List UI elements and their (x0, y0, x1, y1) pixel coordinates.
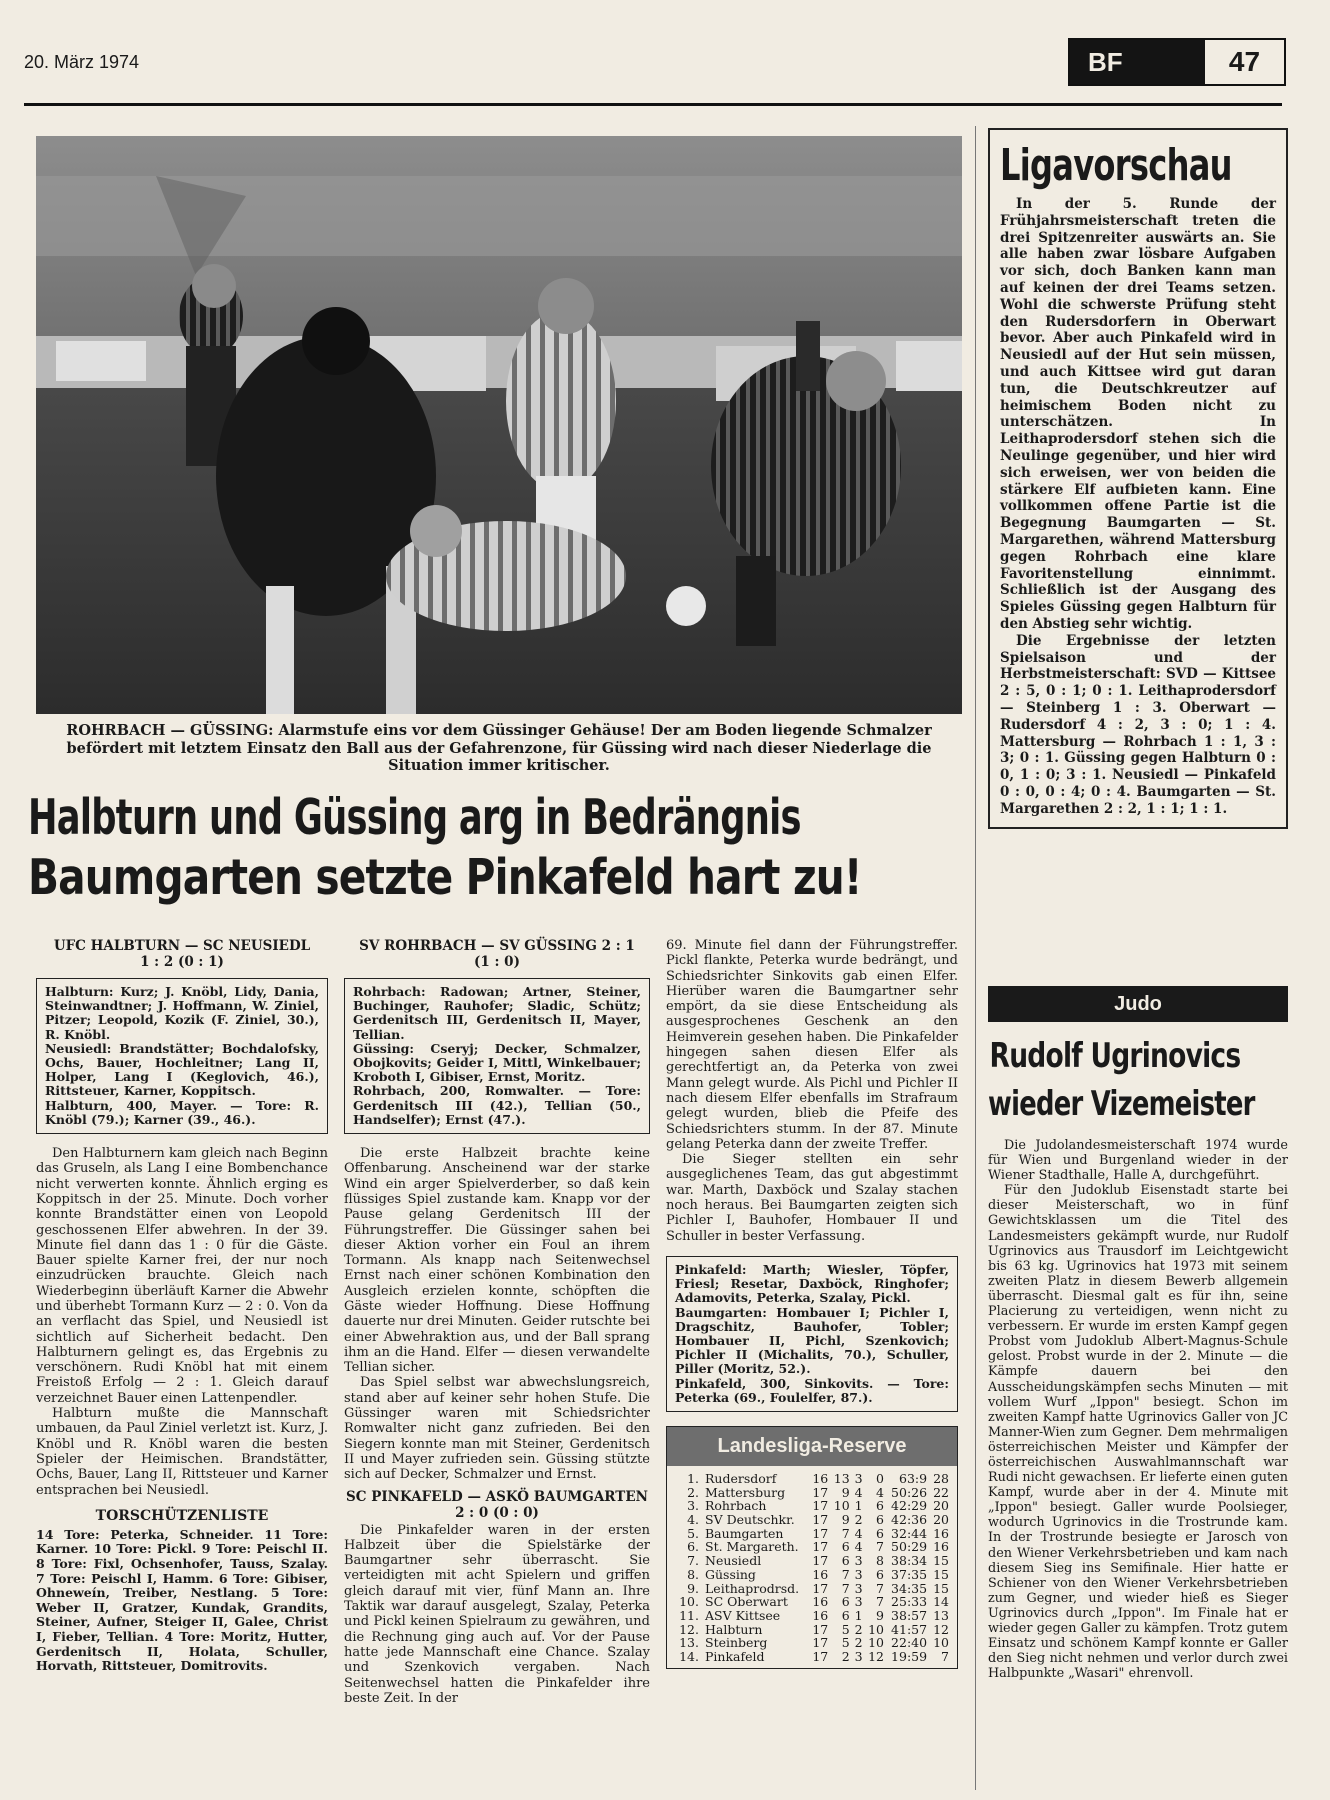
standings-cell: 7 (876, 1539, 884, 1555)
scorers-title: TORSCHÜTZENLISTE (95, 1507, 269, 1524)
standings-cell: 22 (933, 1484, 949, 1500)
photo-illustration (36, 136, 962, 714)
standings-cell: 17 (812, 1621, 829, 1637)
standings-cell: 9. (687, 1580, 699, 1596)
judo-banner: Judo (988, 986, 1288, 1022)
standings-cell: Halbturn (705, 1621, 763, 1637)
standings-cell: 14. (679, 1649, 699, 1665)
headline-line2: Baumgarten setzte Pinkafeld hart zu! (28, 849, 862, 906)
standings-cell: 4 (854, 1484, 863, 1500)
match-score: 1 : 2 (0 : 1) (140, 954, 224, 970)
headline (28, 788, 968, 918)
standings-cell: 6 (841, 1553, 850, 1569)
report-paragraph: 69. Minute fiel dann der Führungstreffer. Pickl flankte, Peterka wurde bedrängt, und Schiedsrichter Sinkovits gab einen Elfer. Hierüber waren die Baumgartner sehr empört, da sie diese Entscheidung als ausgesprochenes Geschenk an den Heimverein gesehen haben. Die Pinkafelder hingegen sahen diesen Elfer als gerechtfertigt an, da Peterka von zwei Mann gelegt wurde. Als Pichl und Pichler II nach diesem Elfer ebenfalls im Strafraum gelegt wurden, blieb die Pfeife des Schiedsrichters stumm. In der 87. Minute gelang Peterka dann der zweite Treffer. (666, 938, 958, 1152)
standings-cell: Pinkafeld (705, 1649, 765, 1665)
report-paragraph: Halbturn mußte die Mannschaft umbauen, da Paul Ziniel verletzt ist. Kurz, J. Knöbl und R. Knöbl waren die besten Spieler der Heimischen. Brandstätter, Ochs, Bauer, Lang II, Rittsteuer und Karner entsprachen bei Neusiedl. (36, 1406, 328, 1498)
standings-cell: 5 (841, 1635, 850, 1651)
standings-cell: 15 (933, 1566, 949, 1582)
match-title: SV ROHRBACH — SV GÜSSING 2 : 1 (359, 938, 635, 954)
standings-cell: 17 (812, 1512, 829, 1528)
sidebar-ligavorschau (988, 128, 1288, 829)
lineup-away: Güssing: Cseryj; Decker, Schmalzer, Obojkovits; Geider I, Mittl, Winkelbauer; Kroboth I, Gibiser, Ernst, Moritz. (353, 1040, 641, 1085)
report-paragraph: Das Spiel selbst war abwechslungsreich, stand aber auf keiner sehr hohen Stufe. Die Güssinger waren mit Schiedsrichter Romwalter nicht ganz zufrieden. Bei den Siegern konnte man mit Steiner, Gerdenitsch II und Mayer zufrieden sein. Güssing stützte sich auf Decker, Schmalzer und Ernst. (344, 1375, 650, 1483)
standings-row (667, 1499, 957, 1513)
standings-cell: 3 (854, 1553, 863, 1569)
standings-cell: 63:9 (899, 1470, 928, 1486)
judo-title-wrap (988, 1032, 1288, 1132)
standings-cell: 5. (687, 1525, 699, 1541)
standings-cell: Rohrbach (705, 1498, 767, 1514)
standings-cell: 17 (812, 1525, 829, 1541)
standings-cell: 12 (868, 1649, 884, 1665)
judo-title-line1: Rudolf Ugrinovics (989, 1036, 1241, 1076)
standings-cell: 28 (933, 1470, 949, 1486)
standings-cell: 7 (941, 1649, 949, 1665)
standings-cell: 1 (854, 1608, 863, 1623)
standings-cell: Mattersburg (705, 1484, 786, 1500)
standings-cell: Steinberg (705, 1635, 768, 1651)
standings-cell: 15 (933, 1580, 949, 1596)
standings-cell: 7 (876, 1580, 884, 1596)
match-title-pinkafeld: SC PINKAFELD — ASKÖ BAUMGARTEN 2 : 0 (0 : 0) (346, 1488, 648, 1521)
standings-cell: 7 (876, 1594, 884, 1610)
standings-cell: 16 (812, 1594, 829, 1610)
standings-cell: ASV Kittsee (705, 1608, 781, 1623)
standings-cell: 6 (841, 1539, 850, 1555)
standings-cell: 16 (933, 1525, 949, 1541)
standings-cell: 22:40 (891, 1635, 928, 1651)
judo-article (988, 1032, 1288, 1681)
lineup-away: Neusiedl: Brandstätter; Bochdalofsky, Ochs, Bauer, Hochleitner; Lang II, Holper, Lang I (Keglovich, 46.), Rittsteuer, Karner, Koppitsch. (45, 1040, 319, 1099)
paper-name: BF (1070, 40, 1205, 84)
standings-cell: 6 (876, 1498, 884, 1514)
standings-cell: 50:29 (891, 1539, 928, 1555)
standings-row (667, 1595, 957, 1609)
standings-cell: 6 (876, 1566, 884, 1582)
standings-cell: 2 (841, 1649, 850, 1665)
standings-cell: SC Oberwart (705, 1594, 788, 1610)
standings-cell: 4 (854, 1539, 863, 1555)
lineup-box (36, 978, 328, 1134)
standings-row (667, 1636, 957, 1650)
standings-cell: 8. (687, 1566, 699, 1582)
standings-cell: 41:57 (891, 1621, 928, 1637)
report-paragraph: Die Sieger stellten ein sehr ausgeglichenes Team, das gut abgestimmt war. Marth, Daxböck und Szalay stachen noch heraus. Bei Baumgarten zeigten sich Pichler I, Bauhofer, Hombauer II und Schuller in bester Verfassung. (666, 1152, 958, 1244)
standings-cell: 12 (933, 1621, 949, 1637)
standings-cell: 13 (933, 1608, 949, 1623)
lineup-home: Halbturn: Kurz; J. Knöbl, Lidy, Dania, Steinwandtner; J. Hoffmann, W. Ziniel, Pitzer; Leopold, Kozik (F. Ziniel, 30.), R. Knöbl. (45, 984, 319, 1042)
standings-row (667, 1582, 957, 1596)
standings-row (667, 1527, 957, 1541)
column-divider (975, 126, 976, 1790)
standings-title: Landesliga-Reserve (667, 1427, 957, 1466)
standings-table (667, 1472, 957, 1664)
standings-cell: 2 (854, 1621, 863, 1637)
standings-cell: 3 (854, 1649, 863, 1665)
match-score: (1 : 0) (474, 954, 520, 970)
lineup-home: Rohrbach: Radowan; Artner, Steiner, Buchinger, Rauhofer; Sladic, Schütz; Gerdenitsch III, Gerdenitsch II, Mayer, Tellian. (353, 984, 641, 1042)
standings-cell: 6 (841, 1608, 850, 1623)
match-photo (36, 136, 962, 714)
standings-cell: 16 (933, 1539, 949, 1555)
standings-cell: SV Deutschkr. (705, 1512, 795, 1528)
header-rule (24, 103, 1282, 106)
standings-cell: 16 (812, 1566, 829, 1582)
standings-cell: 34:35 (891, 1580, 928, 1596)
standings-cell: 13. (679, 1635, 699, 1651)
standings-cell: Leithaprodrsd. (705, 1580, 800, 1596)
standings-cell: 3 (854, 1470, 863, 1486)
standings-cell: 25:33 (891, 1594, 928, 1610)
standings-row (667, 1486, 957, 1500)
standings-cell: 12. (679, 1621, 699, 1637)
lineup-box (344, 978, 650, 1134)
standings-cell: 2 (854, 1512, 863, 1528)
standings-cell: 9 (841, 1484, 850, 1500)
standings-row (667, 1554, 957, 1568)
standings-cell: 16 (812, 1608, 829, 1623)
standings-cell: 13 (833, 1470, 850, 1486)
standings-cell: 17 (812, 1580, 829, 1596)
standings-cell: 17 (812, 1635, 829, 1651)
standings-cell: 9 (876, 1608, 884, 1623)
page-badge (1068, 38, 1286, 86)
match-details: Halbturn, 400, Mayer. — Tore: R. Knöbl (79.); Karner (39., 46.). (45, 1097, 319, 1127)
page-date: 20. März 1974 (24, 52, 140, 72)
lineup-box (666, 1256, 958, 1412)
column-rohrbach-guessing (344, 938, 650, 1706)
standings-cell: 4 (854, 1525, 863, 1541)
standings-cell: 3 (854, 1580, 863, 1596)
match-report (666, 938, 958, 1244)
standings-cell: 14 (933, 1594, 949, 1610)
standings-cell: 2 (854, 1635, 863, 1651)
standings-cell: 8 (876, 1553, 884, 1569)
standings-cell: 1 (854, 1498, 863, 1514)
preview-text (1000, 196, 1276, 817)
standings-cell: 15 (933, 1553, 949, 1569)
match-title: UFC HALBTURN — SC NEUSIEDL (53, 938, 311, 954)
sidebar-title-wrap (1000, 138, 1276, 196)
standings-cell: 10. (679, 1594, 699, 1610)
standings-box (666, 1426, 958, 1669)
standings-row (667, 1513, 957, 1527)
standings-cell: 3. (687, 1498, 699, 1514)
standings-cell: 20 (933, 1512, 949, 1528)
judo-report (988, 1138, 1288, 1681)
standings-cell: 2. (687, 1484, 699, 1500)
preview-paragraph: Die Ergebnisse der letzten Spielsaison und der Herbstmeisterschaft: SVD — Kittsee 2 : 5, 0 : 1; 0 : 1. Leithaprodersdorf — Steinberg 1 : 3. Oberwart — Rudersdorf 4 : 2, 3 : 0; 1 : 4. Mattersburg — Rohrbach 1 : 1, 3 : 3; 0 : 1. Güssing gegen Halbturn 0 : 0, 1 : 0; 3 : 1. Neusiedl — Pinkafeld 0 : 0, 0 : 4; 0 : 4. Baumgarten — St. Margarethen 2 : 2, 1 : 1; 1 : 1. (1000, 632, 1276, 817)
standings-cell: 5 (841, 1621, 850, 1637)
lineup-away: Baumgarten: Hombauer I; Pichler I, Dragschitz, Bauhofer, Tobler; Hombauer II, Pichl, Szenkovich; Pichler II (Michalits, 70.), Schuller, Piller (Moritz, 52.). (675, 1304, 949, 1377)
judo-paragraph: Für den Judoklub Eisenstadt starte bei dieser Meisterschaft, wo in fünf Gewichtsklassen um die Titel des Landesmeisters gekämpft wurde, nur Rudolf Ugrinovics aus Trausdorf im Leichtgewicht bis 63 kg. Ugrinovics hat 1973 mit seinem zweiten Platz in diesem Bewerb allgemein überrascht. Diesmal galt es für ihn, seine Placierung zu verteidigen, wenn nicht zu verbessern. Er wurde im ersten Kampf gegen Probst vom Judoklub Albert-Magnus-Schule gelost. Probst wurde in der 2. Minute — die Kämpfe dauern bei den Ausscheidungskämpfen sechs Minuten — mit vollem Wurf „Ippon" besiegt. Schon im zweiten Kampf hatte Ugrinovics Galler von JC Manner-Wien zum Gegner. Dem mehrmaligen österreichischen Meister und Kämpfer der österreichischen Auswahlmannschaft war Rudi nicht gewachsen. Er lieferte einen guten Kampf, wurde aber in der 4. Minute mit „Ippon" besiegt. Galler wurde Poolsieger, wodurch Ugrinovics in die Trostrunde kam. In der Trostrunde besiegte er Jarosch von den Wiener Verkehrsbetrieben und kam nach diesem Sieg ins Semifinale. Hier hatte er Schiener von den Wiener Verkehrsbetrieben zum Gegner, und wieder hieß es Sieger Ugrinovics durch „Ippon". Im Finale hat er wieder gegen Galler zu kämpfen. Trotz gutem Einsatz und schönem Kampf konnte er Galler den Sieg nicht nehmen und verlor durch zwei Halbpunkte „Wasari" ehrenvoll. (988, 1183, 1288, 1682)
match-details: Pinkafeld, 300, Sinkovits. — Tore: Peterka (69., Foulelfer, 87.). (675, 1375, 949, 1405)
standings-cell: 50:26 (891, 1484, 928, 1500)
standings-cell: 42:29 (891, 1498, 928, 1514)
standings-row (667, 1540, 957, 1554)
standings-cell: 7 (841, 1580, 850, 1596)
column-halbturn-neusiedl (36, 938, 328, 1674)
standings-cell: 17 (812, 1649, 829, 1665)
standings-cell: 1. (687, 1470, 699, 1486)
page-number: 47 (1228, 46, 1261, 77)
match-report (344, 1146, 650, 1483)
standings-cell: 11. (679, 1608, 699, 1623)
standings-row (667, 1650, 957, 1664)
standings-cell: Baumgarten (705, 1525, 784, 1541)
standings-cell: 7 (841, 1525, 850, 1541)
standings-cell: 10 (868, 1635, 884, 1651)
standings-cell: 10 (933, 1635, 949, 1651)
match-report-pinkafeld (344, 1523, 650, 1707)
standings-cell: 17 (812, 1553, 829, 1569)
standings-cell: 7 (841, 1566, 850, 1582)
sidebar-title: Ligavorschau (1000, 140, 1232, 191)
standings-cell: 17 (812, 1539, 829, 1555)
standings-cell: Neusiedl (705, 1553, 762, 1569)
standings-row (667, 1609, 957, 1623)
standings-cell: 3 (854, 1566, 863, 1582)
standings-cell: Rudersdorf (705, 1470, 777, 1486)
judo-title-line2: wieder Vizemeister (988, 1084, 1255, 1124)
standings-cell: 42:36 (891, 1512, 928, 1528)
standings-row (667, 1568, 957, 1582)
standings-row (667, 1472, 957, 1486)
standings-cell: Güssing (705, 1566, 756, 1582)
headline-line1: Halbturn und Güssing arg in Bedrängnis (28, 789, 801, 846)
match-details: Rohrbach, 200, Romwalter. — Tore: Gerdenitsch III (42.), Tellian (50., Handselfer); Ernst (47.). (353, 1083, 641, 1127)
preview-paragraph: In der 5. Runde der Frühjahrsmeisterschaft treten die drei Spitzenreiter auswärts an. Sie alle haben zwar lösbare Aufgaben vor sich, doch Banken kann man auf keinen der drei Teams setzen. Wohl die schwerste Prüfung steht den Rudersdorfern in Oberwart bevor. Aber auch Pinkafeld wird in Neusiedl auf der Hut sein müssen, und auch Kittsee wird gut daran tun, die Deutschkreutzer auf heimischem Boden nicht zu unterschätzen. In Leithaprodersdorf stehen sich die Neulinge gegenüber, und hier wird sich erweisen, wer von beiden die stärkere Elf aufbieten kann. Eine vollkommen offene Partie ist die Begegnung Baumgarten — St. Margarethen, während Mattersburg gegen Rohrbach eine klare Favoritenstellung einnimmt. Schließlich ist der Ausgang des Spieles Güssing gegen Halbturn für den Abstieg sehr wichtig. (1000, 196, 1276, 632)
standings-cell: 10 (833, 1498, 850, 1514)
standings-cell: St. Margareth. (705, 1539, 799, 1555)
standings-cell: 6 (876, 1525, 884, 1541)
standings-cell: 6 (841, 1594, 850, 1610)
report-paragraph: Die Pinkafelder waren in der ersten Halbzeit über die Spielstärke der Baumgartner sehr überrascht. Sie verteidigten mit acht Spielern und griffen gleich darauf mit vier, fünf Mann an. Ihre Taktik war darauf ausgelegt, Szalay, Peterka und Pickl keinen Spielraum zu gewähren, und die Rechnung ging auch auf. Vor der Pause hatte jede Mannschaft eine Chance. Szalay und Szenkovich vergaben. Nach Seitenwechsel hatten die Pinkafelder ihre beste Zeit. In der (344, 1522, 650, 1706)
report-paragraph: Den Halbturnern kam gleich nach Beginn das Gruseln, als Lang I eine Bombenchance nicht verwerten konnte. Ähnlich erging es Koppitsch in der 25. Minute. Doch vorher konnte Brandstätter einen von Leopold geschossenen Elfer abwehren. In der 39. Minute fiel dann das 1 : 0 für die Gäste. Bauer spielte Karner frei, der nur noch einzudrücken brauchte. Gleich nach Wiederbeginn überläuft Karner die Abwehr und überhebt Tormann Kurz — 2 : 0. Von da an verflacht das Spiel, und Neusiedl ist sichtlich auf Sicherheit bedacht. Den Halbturnern gelingt es, das Ergebnis zu verschönern. Rudi Knöbl hat mit einem Freistoß Erfolg — 2 : 1. Gleich darauf verzeichnet Bauer einen Lattenpendler. (36, 1146, 328, 1406)
standings-cell: 10 (868, 1621, 884, 1637)
standings-cell: 17 (812, 1484, 829, 1500)
report-paragraph: Die erste Halbzeit brachte keine Offenbarung. Anscheinend war der starke Wind ein arger Spielverderber, so daß kein flüssiges Spiel zustande kam. Knapp vor der Pause gelang Gerdenitsch III der Führungstreffer. Die Güssinger sahen bei dieser Aktion vorher ein Foul an ihrem Tormann. Als knapp nach Seitenwechsel Ernst nach einer schönen Kombination den Ausgleich erzielen konnte, schöpften die Gäste wieder Hoffnung. Diese Hoffnung dauerte nur drei Minuten. Geider rutschte bei einer Abwehraktion aus, und der Ball sprang ihm an die Hand. Elfer — diesen verwandelte Tellian sicher. (344, 1146, 650, 1376)
standings-cell: 19:59 (891, 1649, 928, 1665)
standings-cell: 7. (687, 1553, 699, 1569)
standings-cell: 38:57 (891, 1608, 928, 1623)
standings-cell: 38:34 (891, 1553, 928, 1569)
standings-cell: 20 (933, 1498, 949, 1514)
standings-cell: 32:44 (891, 1525, 928, 1541)
standings-cell: 17 (812, 1498, 829, 1514)
lineup-home: Pinkafeld: Marth; Wiesler, Töpfer, Friesl; Resetar, Daxböck, Ringhofer; Adamovits, Peterka, Szalay, Pickl. (675, 1261, 949, 1306)
standings-cell: 4. (687, 1512, 699, 1528)
standings-cell: 9 (841, 1512, 850, 1528)
standings-cell: 3 (854, 1594, 863, 1610)
standings-cell: 16 (812, 1470, 829, 1486)
column-pinkafeld-continued (666, 938, 958, 1669)
standings-row (667, 1623, 957, 1637)
standings-cell: 6. (687, 1539, 699, 1555)
scorers-list: 14 Tore: Peterka, Schneider. 11 Tore: Karner. 10 Tore: Pickl. 9 Tore: Peischl II. 8 Tore: Fixl, Ochsenhofer, Tauss, Szalay. 7 Tore: Peischl I, Hamm. 6 Tore: Gibiser, Ohneweín, Treiber, Nestlang. 5 Tore: Weber II, Gratzer, Kundak, Grandits, Steiner, Aufner, Steiger II, Galee, Christ I, Fieber, Tellian. 4 Tore: Moritz, Hutter, Gerdenitsch II, Holata, Schuller, Horvath, Rittsteuer, Domitrovits. (36, 1526, 328, 1674)
standings-cell: 0 (876, 1470, 884, 1486)
standings-cell: 4 (876, 1484, 884, 1500)
standings-cell: 6 (876, 1512, 884, 1528)
photo-caption: ROHRBACH — GÜSSING: Alarmstufe eins vor dem Güssinger Gehäuse! Der am Boden liegende Schmalzer befördert mit letztem Einsatz den Ball aus der Gefahrenzone, für Güssing wird nach dieser Niederlage die Situation immer kritischer. (66, 722, 932, 774)
judo-paragraph: Die Judolandesmeisterschaft 1974 wurde für Wien und Burgenland wieder in der Wiener Stadthalle, Halle A, durchgeführt. (988, 1138, 1288, 1184)
standings-cell: 37:35 (891, 1566, 928, 1582)
match-report (36, 1146, 328, 1498)
